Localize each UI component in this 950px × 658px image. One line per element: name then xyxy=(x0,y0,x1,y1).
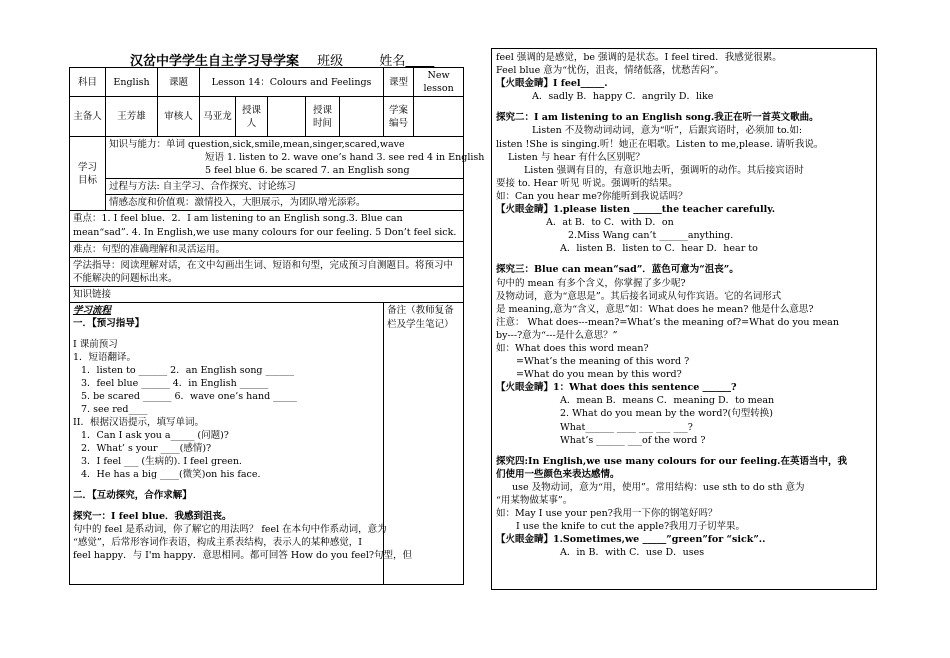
reviewer-value: 马亚龙 xyxy=(200,97,236,137)
exercise-options: A．mean B．means C．meaning D．to mean xyxy=(560,395,775,407)
class-label: 班级 xyxy=(317,54,344,69)
right-line: feel 强调的是感觉，be 强调的是状态。I feel tired．我感觉很累。 xyxy=(496,52,782,63)
right-line: 句中的 mean 有多个含义，你掌握了多少呢? xyxy=(496,277,686,289)
right-line: listen !She is singing.听！她正在唱歌。Listen to me,please. 请听我说。 xyxy=(496,138,824,150)
right-line: 如：Can you hear me?你能听到我说话吗？ xyxy=(496,190,688,202)
topic-value: Lesson 14：Colours and Feelings xyxy=(200,68,384,97)
goals-phrases-1: 短语 1. listen to 2. wave one’s hand 3. see red 4 in English xyxy=(205,152,485,163)
exercise-heading: 【火眼金睛】1：What does this sentence ______? xyxy=(496,382,737,394)
right-line: =What’s the meaning of this word ? xyxy=(516,356,690,368)
translate-heading: 1．短语翻译。 xyxy=(73,352,137,363)
right-line: 如：What does this word mean? xyxy=(496,342,649,354)
explore-4-heading: 探究四:In English,we use many colours for our feeling.在英语当中，我 xyxy=(496,455,847,467)
subject-label: 科目 xyxy=(70,68,106,97)
exercise-question: 2. What do you mean by the word?(句型转换) xyxy=(560,408,773,420)
explore-2-heading: 探究二：I am listening to an English song.我正在听一首英文歌曲。 xyxy=(496,112,819,124)
explore-1-line-2: “感觉”，后常形容词作表语，构成主系表结构，表示人的某种感觉，I xyxy=(73,537,362,548)
phrase-line-4: 7. see red____ xyxy=(81,404,148,415)
goals-words: 知识与能力：单词 question,sick,smile,mean,singer,scared,wave xyxy=(109,139,405,150)
name-label: 姓名 xyxy=(379,54,406,69)
teacher-value xyxy=(268,97,306,137)
fill-q4: 4．He has a big ____(微笑)on his face. xyxy=(81,469,261,480)
difficulty-points: 难点：句型的准确理解和灵活运用。 xyxy=(70,242,464,258)
goals-phrases-2: 5 feel blue 6. be scared 7. an English song xyxy=(205,165,410,176)
right-line: 及物动词，意为“意思是”。其后接名词或从句作宾语。它的名词形式 xyxy=(496,290,782,302)
fill-q3: 3．I feel ___ (生病的). I feel green. xyxy=(81,456,242,467)
right-line: “用某物做某事”。 xyxy=(496,495,573,506)
right-line: 如：May I use your pen?我用一下你的钢笔好吗？ xyxy=(496,508,718,520)
exercise-heading: 【火眼金睛】1.Sometimes,we _____”green”for “sick”.. xyxy=(496,534,766,546)
time-label: 授课时间 xyxy=(306,97,340,137)
goals-knowledge xyxy=(106,137,485,179)
goals-emotion: 情感态度和价值观：激情投入，大胆展示，为团队增光添彩。 xyxy=(106,195,464,211)
fill-q1: 1．Can I ask you a_____ (问题)? xyxy=(81,430,229,441)
method-guide: 学法指导：阅读理解对话，在文中勾画出生词、短语和句型，完成预习自测题目。将预习中不能解决的问题标出来。 xyxy=(70,258,464,287)
preparer-value: 王芳雄 xyxy=(106,97,158,137)
right-line: I use the knife to cut the apple?我用刀子切苹果。 xyxy=(516,521,746,533)
notes-column: 备注（教师复备栏及学生笔记） xyxy=(384,303,464,585)
topic-label: 课题 xyxy=(158,68,200,97)
preview-heading: I 课前预习 xyxy=(73,339,118,350)
phrase-line-3: 5. be scared ______ 6．wave one’s hand _____ xyxy=(81,391,297,402)
number-label: 学案编号 xyxy=(384,97,414,137)
number-value xyxy=(414,97,464,137)
explore-3-heading: 探究三：Blue can mean“sad”．蓝色可意为“沮丧”。 xyxy=(496,264,739,276)
section-2-heading: 二．【互动探究，合作求解】 xyxy=(73,490,192,501)
right-line: Listen 强调有目的，有意识地去听，强调听的动作。其后接宾语时 xyxy=(524,164,804,176)
right-line: use 及物动词，意为“用，使用”。常用结构：use sth to do sth 意为 xyxy=(512,481,805,493)
explore-1-line-1: 句中的 feel 是系动词，你了解它的用法吗？ feel 在本句中作系动词，意为 xyxy=(73,524,387,535)
exercise-blank: What______ ____ ___ ___ ___? xyxy=(560,421,693,433)
focus-points: 重点：1. I feel blue．2．I am listening to an English song.3. Blue can mean“sad”. 4. In English,we use many colours for our feeling. 5 Don’t feel sick. xyxy=(70,211,464,242)
flow-heading: 学习流程 xyxy=(73,305,112,316)
explore-1-heading: 探究一：I feel blue．我感到沮丧。 xyxy=(73,511,232,522)
phrase-line-1: 1．listen to ______ 2．an English song ______ xyxy=(81,365,295,376)
teacher-label: 授课人 xyxy=(236,97,268,137)
left-table xyxy=(69,67,485,585)
fill-q2: 2．What’ s your ____(感情)? xyxy=(81,443,212,454)
type-value: New lesson xyxy=(414,68,464,97)
exercise-options: A．at B．to C．with D．on xyxy=(546,217,674,229)
goals-label: 学习目标 xyxy=(70,137,106,211)
preparer-label: 主备人 xyxy=(70,97,106,137)
time-value xyxy=(340,97,384,137)
fill-heading: II．根据汉语提示，填写单词。 xyxy=(73,417,205,428)
learning-flow xyxy=(70,303,412,585)
subject-value: English xyxy=(106,68,158,97)
type-label: 课型 xyxy=(384,68,414,97)
right-line: Listen 不及物动词动词，意为“听”，后跟宾语时，必须加 to.如: xyxy=(532,125,803,137)
goals-process: 过程与方法: 自主学习、合作探究、讨论练习 xyxy=(106,179,464,195)
explore-1-line-3: feel happy．与 I'm happy．意思相同。都可回答 How do you feel?句型，但 xyxy=(73,550,412,561)
right-line: 要接 to. Hear 听见 听说。强调听的结果。 xyxy=(496,177,678,189)
exercise-options: A．listen B．listen to C．hear D．hear to xyxy=(560,243,758,255)
exercise-question: 2.Miss Wang can’t ______anything. xyxy=(568,230,734,242)
exercise-options: A．in B．with C．use D．uses xyxy=(560,547,705,559)
reviewer-label: 审核人 xyxy=(158,97,200,137)
exercise-blank: What’s ______ ___of the word ? xyxy=(560,434,706,446)
exercise-heading: 【火眼金睛】1.please listen ______the teacher carefully. xyxy=(496,204,776,216)
right-line: 是 meaning,意为“含义，意思”如：What does he mean? 他是什么意思? xyxy=(496,303,814,315)
right-column xyxy=(491,48,877,590)
exercise-options: A．sadly B．happy C．angrily D．like xyxy=(532,91,714,103)
explore-4-heading-2: 们使用一些颜色来表达感情。 xyxy=(496,468,620,480)
note-line: 注意： What does---mean?=What’s the meaning of?=What do you mean xyxy=(496,316,839,328)
right-line: by---?意为“---是什么意思？” xyxy=(496,329,618,341)
right-line: Listen 与 hear 有什么区别呢？ xyxy=(508,151,645,163)
right-line: Feel blue 意为“忧伤，沮丧，情绪低落，忧愁苦闷”。 xyxy=(496,65,724,77)
exercise-heading: 【火眼金睛】I feel_____. xyxy=(496,78,608,90)
title-main: 汉岔中学学生自主学习导学案 xyxy=(130,54,300,69)
phrase-line-2: 3．feel blue ______ 4．in English ______ xyxy=(81,378,269,389)
section-1-heading: 一．【预习指导】 xyxy=(73,318,145,329)
knowledge-link: 知识链接 xyxy=(70,287,464,303)
right-line: =What do you mean by this word? xyxy=(516,369,682,381)
